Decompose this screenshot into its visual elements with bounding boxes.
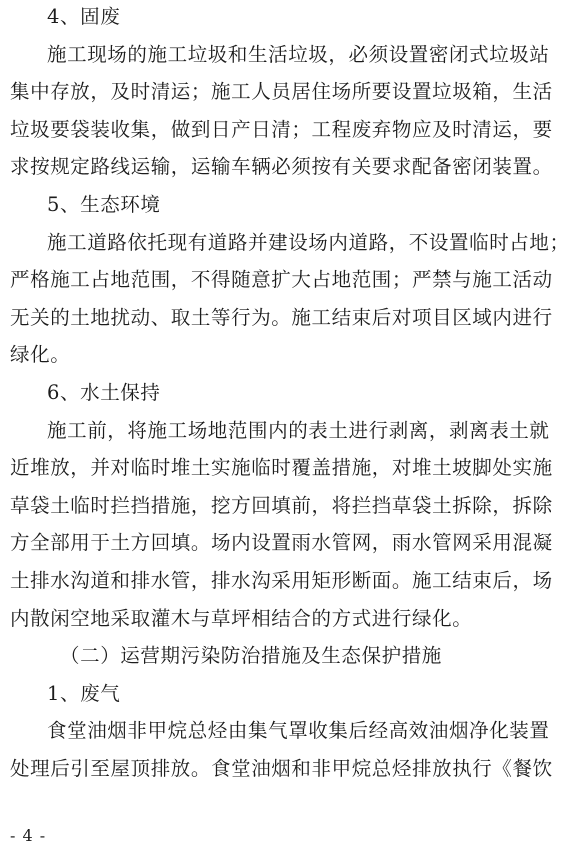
paragraph-line: 近堆放，并对临时堆土实施临时覆盖措施，对堆土坡脚处实施 [10,456,553,480]
paragraph-line: 土排水沟道和排水管，排水沟采用矩形断面。施工结束后，场 [10,569,553,592]
paragraph-line: 施工道路依托现有道路并建设场内道路，不设置临时占地； [47,230,570,254]
paragraph-line: 求按规定路线运输，运输车辆必须按有关要求配备密闭装置。 [10,155,553,179]
paragraph-line: 施工前，将施工场地范围内的表土进行剥离，剥离表土就 [47,418,550,442]
paragraph-line: 施工现场的施工垃圾和生活垃圾，必须设置密闭式垃圾站 [47,42,550,66]
paragraph-line: 无关的土地扰动、取土等行为。施工结束后对项目区域内进行 [10,305,553,329]
paragraph-line: 集中存放，及时清运；施工人员居住场所要设置垃圾箱，生活 [10,80,553,104]
section-heading: 5、生态环境 [47,193,161,216]
paragraph-line: 绿化。 [10,343,71,367]
paragraph-line: 处理后引至屋顶排放。食堂油烟和非甲烷总烃排放执行《餐饮 [10,757,553,780]
page-number: - 4 - [10,826,47,845]
paragraph-line: 草袋土临时拦挡措施，挖方回填前，将拦挡草袋土拆除，拆除 [10,493,553,517]
section-heading: 1、废气 [47,681,121,705]
chapter-heading: （二）运营期污染防治措施及生态保护措施 [60,644,442,668]
paragraph-line: 垃圾要袋装收集，做到日产日清；工程废弃物应及时清运，要 [10,117,553,141]
paragraph-line: 严格施工占地范围，不得随意扩大占地范围；严禁与施工活动 [10,268,553,292]
paragraph-line: 内散闲空地采取灌木与草坪相结合的方式进行绿化。 [10,606,473,630]
paragraph-line: 方全部用于土方回填。场内设置雨水管网，雨水管网采用混凝 [10,531,553,555]
paragraph-line: 食堂油烟非甲烷总烃由集气罩收集后经高效油烟净化装置 [47,719,550,743]
section-heading: 6、水土保持 [47,381,161,404]
section-heading: 4、固废 [47,5,121,28]
